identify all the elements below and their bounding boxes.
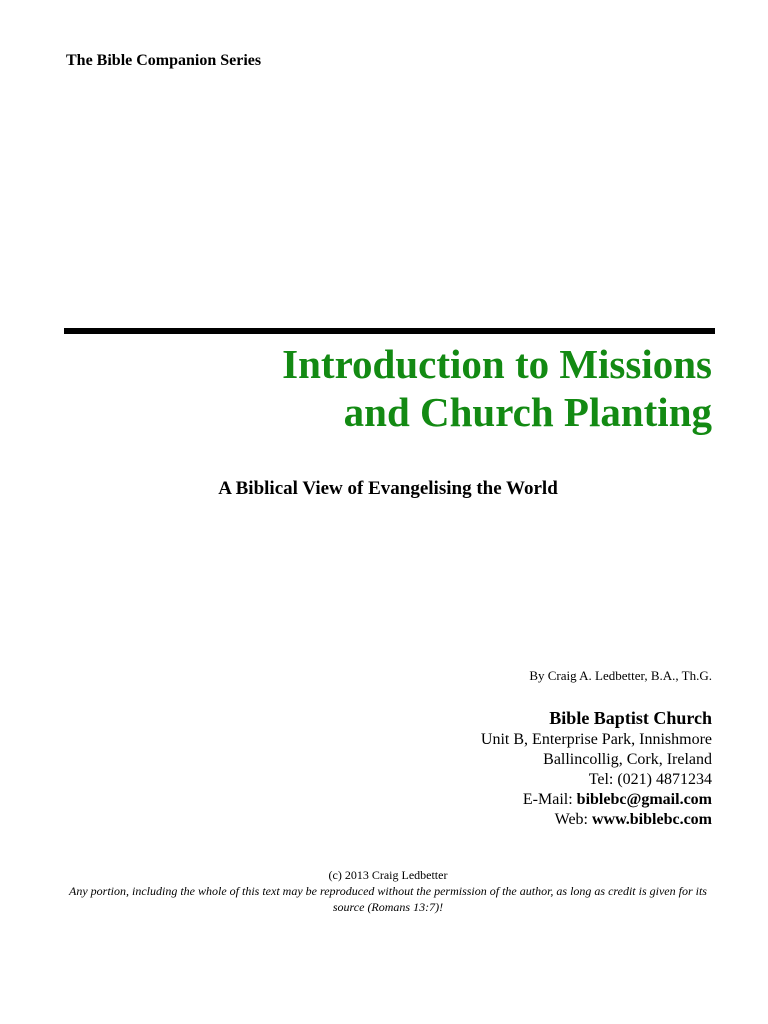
copyright-notice: (c) 2013 Craig Ledbetter xyxy=(328,868,448,882)
telephone: Tel: (021) 4871234 xyxy=(588,771,712,788)
contact-block xyxy=(481,706,712,830)
web-address[interactable]: www.biblebc.com xyxy=(592,811,712,828)
address-line-2: Ballincollig, Cork, Ireland xyxy=(543,751,712,768)
church-name: Bible Baptist Church xyxy=(549,708,712,728)
web-line xyxy=(481,810,712,830)
document-subtitle: A Biblical View of Evangelising the World xyxy=(218,478,558,499)
series-name: The Bible Companion Series xyxy=(66,52,262,69)
email-line xyxy=(481,790,712,810)
email-label: E-Mail: xyxy=(522,791,577,808)
email-address[interactable]: biblebc@gmail.com xyxy=(576,791,712,808)
title-line-1: Introduction to Missions xyxy=(282,341,712,387)
address-line-1: Unit B, Enterprise Park, Innishmore xyxy=(480,731,712,748)
license-notice: Any portion, including the whole of this text may be reproduced without the permission of the author, as long as credit is given for its source (Romans 13:7)! xyxy=(69,884,707,914)
web-label: Web: xyxy=(554,811,592,828)
title-line-2: and Church Planting xyxy=(343,389,712,435)
document-title xyxy=(282,340,712,436)
author-line: By Craig A. Ledbetter, B.A., Th.G. xyxy=(529,668,712,683)
title-divider xyxy=(64,328,715,334)
